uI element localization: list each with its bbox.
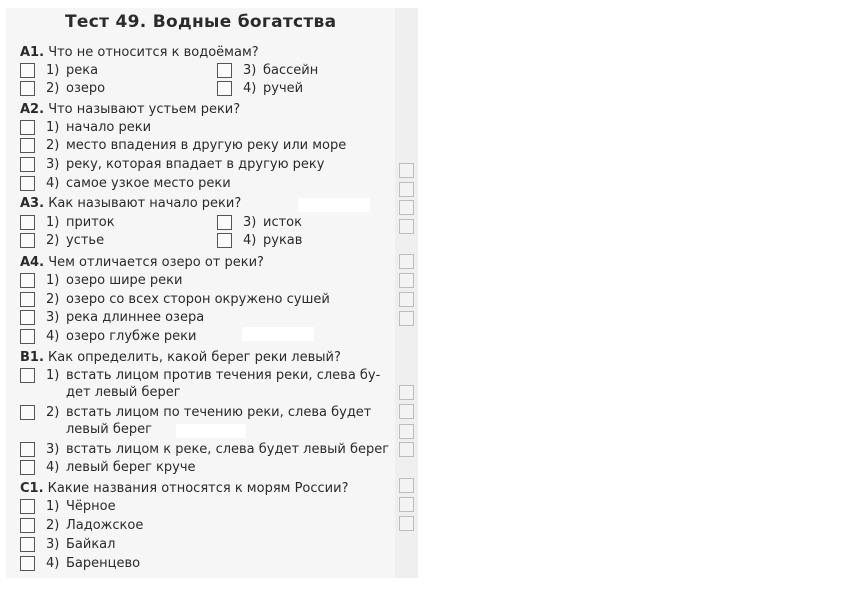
question-label: А1.: [20, 45, 45, 60]
bleed-checkbox: [399, 219, 414, 234]
option-text: бассейн: [263, 63, 319, 78]
checkbox[interactable]: [20, 138, 35, 153]
checkbox[interactable]: [20, 273, 35, 288]
bleed-checkbox: [399, 497, 414, 512]
option-number: 4): [243, 233, 257, 248]
answer-blank[interactable]: [242, 327, 314, 341]
question-label: С1.: [20, 481, 44, 496]
answer-blank[interactable]: [176, 424, 246, 438]
option-number: 1): [46, 499, 60, 514]
option-text: рукав: [263, 233, 303, 248]
checkbox[interactable]: [20, 157, 35, 172]
option-text: озеро: [66, 81, 106, 96]
option-text: устье: [66, 233, 105, 248]
option-number: 2): [46, 81, 60, 96]
checkbox[interactable]: [20, 442, 35, 457]
checkbox[interactable]: [217, 63, 232, 78]
option-number: 1): [46, 368, 60, 383]
option-number: 3): [243, 215, 257, 230]
option-number: 4): [46, 460, 60, 475]
bleed-checkbox: [399, 404, 414, 419]
option-number: 2): [46, 138, 60, 153]
option-text: исток: [263, 215, 302, 230]
option-text: реку, которая впадает в другую реку: [66, 157, 325, 172]
option-number: 2): [46, 233, 60, 248]
option-number: 1): [46, 63, 60, 78]
answer-blank[interactable]: [298, 198, 370, 212]
question-label: А3.: [20, 196, 45, 211]
checkbox[interactable]: [20, 556, 35, 571]
question-label: В1.: [20, 350, 44, 365]
bleed-checkbox: [399, 311, 414, 326]
checkbox[interactable]: [20, 120, 35, 135]
checkbox[interactable]: [20, 176, 35, 191]
option-text: озеро глубже реки: [66, 329, 197, 344]
bleed-checkbox: [399, 516, 414, 531]
bleed-checkbox: [399, 163, 414, 178]
bleed-checkbox: [399, 442, 414, 457]
question-a3: [20, 195, 241, 212]
checkbox[interactable]: [20, 405, 35, 420]
question-c1: [20, 480, 348, 497]
question-text: Что называют устьем реки?: [48, 102, 241, 117]
checkbox[interactable]: [20, 63, 35, 78]
question-text: Что не относится к водоёмам?: [48, 45, 259, 60]
question-a1: [20, 44, 259, 61]
question-b1: [20, 349, 341, 366]
option-text: начало реки: [66, 120, 152, 135]
option-number: 1): [46, 215, 60, 230]
checkbox[interactable]: [217, 215, 232, 230]
checkbox[interactable]: [20, 537, 35, 552]
checkbox[interactable]: [20, 233, 35, 248]
option-text: река: [66, 63, 99, 78]
option-number: 3): [46, 157, 60, 172]
option-text-continued: левый берег: [66, 422, 152, 437]
option-number: 2): [46, 405, 60, 420]
option-number: 3): [243, 63, 257, 78]
option-number: 1): [46, 273, 60, 288]
option-text: приток: [66, 215, 115, 230]
option-number: 2): [46, 292, 60, 307]
checkbox[interactable]: [20, 368, 35, 383]
bleed-checkbox: [399, 200, 414, 215]
checkbox[interactable]: [20, 499, 35, 514]
option-number: 1): [46, 120, 60, 135]
question-text: Как определить, какой берег реки левый?: [48, 350, 341, 365]
checkbox[interactable]: [20, 460, 35, 475]
option-text: озеро со всех сторон окружено сушей: [66, 292, 330, 307]
checkbox[interactable]: [217, 233, 232, 248]
option-text: озеро шире реки: [66, 273, 183, 288]
option-number: 4): [46, 176, 60, 191]
checkbox[interactable]: [20, 518, 35, 533]
question-text: Как называют начало реки?: [48, 196, 242, 211]
option-text: левый берег круче: [66, 460, 196, 475]
option-number: 3): [46, 537, 60, 552]
option-text-continued: дет левый берег: [66, 385, 181, 400]
question-label: А2.: [20, 102, 45, 117]
checkbox[interactable]: [20, 292, 35, 307]
question-a4: [20, 254, 264, 271]
bleed-checkbox: [399, 292, 414, 307]
checkbox[interactable]: [20, 329, 35, 344]
option-text: ручей: [263, 81, 304, 96]
option-text: встать лицом против течения реки, слева бу-: [66, 368, 381, 383]
bleed-checkbox: [399, 254, 414, 269]
option-text: встать лицом по течению реки, слева будет: [66, 405, 372, 420]
checkbox[interactable]: [217, 81, 232, 96]
question-a2: [20, 101, 240, 118]
bleed-checkbox: [399, 385, 414, 400]
question-text: Какие названия относятся к морям России?: [47, 481, 349, 496]
option-text: Байкал: [66, 537, 116, 552]
option-number: 4): [46, 329, 60, 344]
bleed-checkbox: [399, 273, 414, 288]
checkbox[interactable]: [20, 215, 35, 230]
option-text: встать лицом к реке, слева будет левый берег: [66, 442, 390, 457]
bleed-checkbox: [399, 424, 414, 439]
question-label: А4.: [20, 255, 45, 270]
option-number: 2): [46, 518, 60, 533]
option-number: 3): [46, 442, 60, 457]
page-title: Тест 49. Водные богатства: [65, 12, 337, 32]
bleed-checkbox: [399, 182, 414, 197]
option-text: место впадения в другую реку или море: [66, 138, 347, 153]
option-number: 4): [243, 81, 257, 96]
option-text: самое узкое место реки: [66, 176, 231, 191]
option-text: Ладожское: [66, 518, 144, 533]
option-text: Чёрное: [66, 499, 116, 514]
option-number: 3): [46, 310, 60, 325]
bleed-checkbox: [399, 478, 414, 493]
question-text: Чем отличается озеро от реки?: [48, 255, 264, 270]
option-number: 4): [46, 556, 60, 571]
option-text: Баренцево: [66, 556, 141, 571]
option-text: река длиннее озера: [66, 310, 205, 325]
checkbox[interactable]: [20, 310, 35, 325]
checkbox[interactable]: [20, 81, 35, 96]
